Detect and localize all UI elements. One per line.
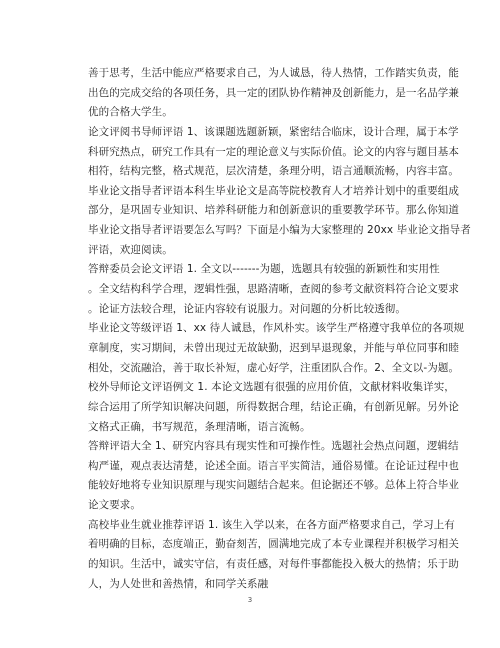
text-line: 优的合格大学生。 xyxy=(88,106,173,119)
text-line: 答辩委员会论文评语 1. 全文以-------为题，选题具有较强的新颖性和实用性 xyxy=(88,263,440,276)
text-line: 科研究热点，研究工作具有一定的理论意义与实际价值。论文的内容与题目基本 xyxy=(88,145,459,158)
text-line: 善于思考，生活中能应严格要求自己，为人诚恳，待人热情，工作踏实负责，能 xyxy=(88,67,459,79)
text-line: 。全文结构科学合理，逻辑性强，思路清晰，查阅的参考文献资料符合论文要求 xyxy=(88,283,459,296)
text-line: 的知识。生活中，诚实守信，有责任感，对每件事都能投入极大的热情；乐于助 xyxy=(88,558,459,571)
page-number: 3 xyxy=(247,596,253,604)
text-line: 校外导师论文评语例文 1. 本论文选题有很强的应用价值，文献材料收集详实， xyxy=(88,381,455,394)
text-line: 。论证方法较合理，论证内容较有说服力。对问题的分析比较透彻。 xyxy=(88,302,406,315)
text-line: 能较好地将专业知识原理与现实问题结合起来。但论据还不够。总体上符合毕业 xyxy=(88,479,459,492)
text-line: 论文要求。 xyxy=(88,499,141,512)
text-line: 综合运用了所学知识解决问题，所得数据合理，结论正确，有创新见解。另外论 xyxy=(88,400,459,413)
text-line: 人，为人处世和善热情，和同学关系融 xyxy=(88,577,269,590)
text-line: 论文评阅书导师评语 1、该课题选题新颖，紧密结合临床，设计合理，属于本学 xyxy=(88,125,459,138)
text-line: 文格式正确，书写规范，条理清晰，语言流畅。 xyxy=(88,420,311,433)
text-line: 毕业论文等级评语 1、xx 待人诚恳，作风朴实。该学生严格遵守我单位的各项规 xyxy=(88,322,465,335)
document-body xyxy=(88,64,471,594)
text-line: 出色的完成交给的各项任务，具一定的团队协作精神及创新能力，是一名品学兼 xyxy=(88,86,459,99)
text-line: 毕业论文指导者评语要怎么写吗？下面是小编为大家整理的 20xx 毕业论文指导者 xyxy=(88,224,471,237)
text-line: 部分，是巩固专业知识、培养科研能力和创新意识的重要教学环节。那么你知道 xyxy=(88,204,459,217)
text-line: 相处，交流融洽，善于取长补短，虚心好学，注重团队合作。2、全文以-为题。 xyxy=(88,361,460,374)
text-line: 高校毕业生就业推荐评语 1. 该生入学以来，在各方面严格要求自己，学习上有 xyxy=(88,518,455,531)
text-line: 评语，欢迎阅读。 xyxy=(88,243,173,256)
text-line: 章制度，实习期间，未曾出现过无故缺勤，迟到早退现象，并能与单位同事和睦 xyxy=(88,341,459,354)
text-line: 相符，结构完整，格式规范，层次清楚，条理分明，语言通顺流畅，内容丰富。 xyxy=(88,165,459,178)
text-line: 着明确的目标，态度端正，勤奋刻苦，圆满地完成了本专业课程并积极学习相关 xyxy=(88,538,459,551)
text-line: 构严谨，观点表达清楚，论述全面。语言平实简洁，通俗易懂。在论证过程中也 xyxy=(88,459,459,472)
text-line: 答辩评语大全 1、研究内容具有现实性和可操作性。选题社会热点问题，逻辑结 xyxy=(88,440,459,453)
text-line: 毕业论文指导者评语本科生毕业论文是高等院校教育人才培养计划中的重要组成 xyxy=(88,184,459,197)
